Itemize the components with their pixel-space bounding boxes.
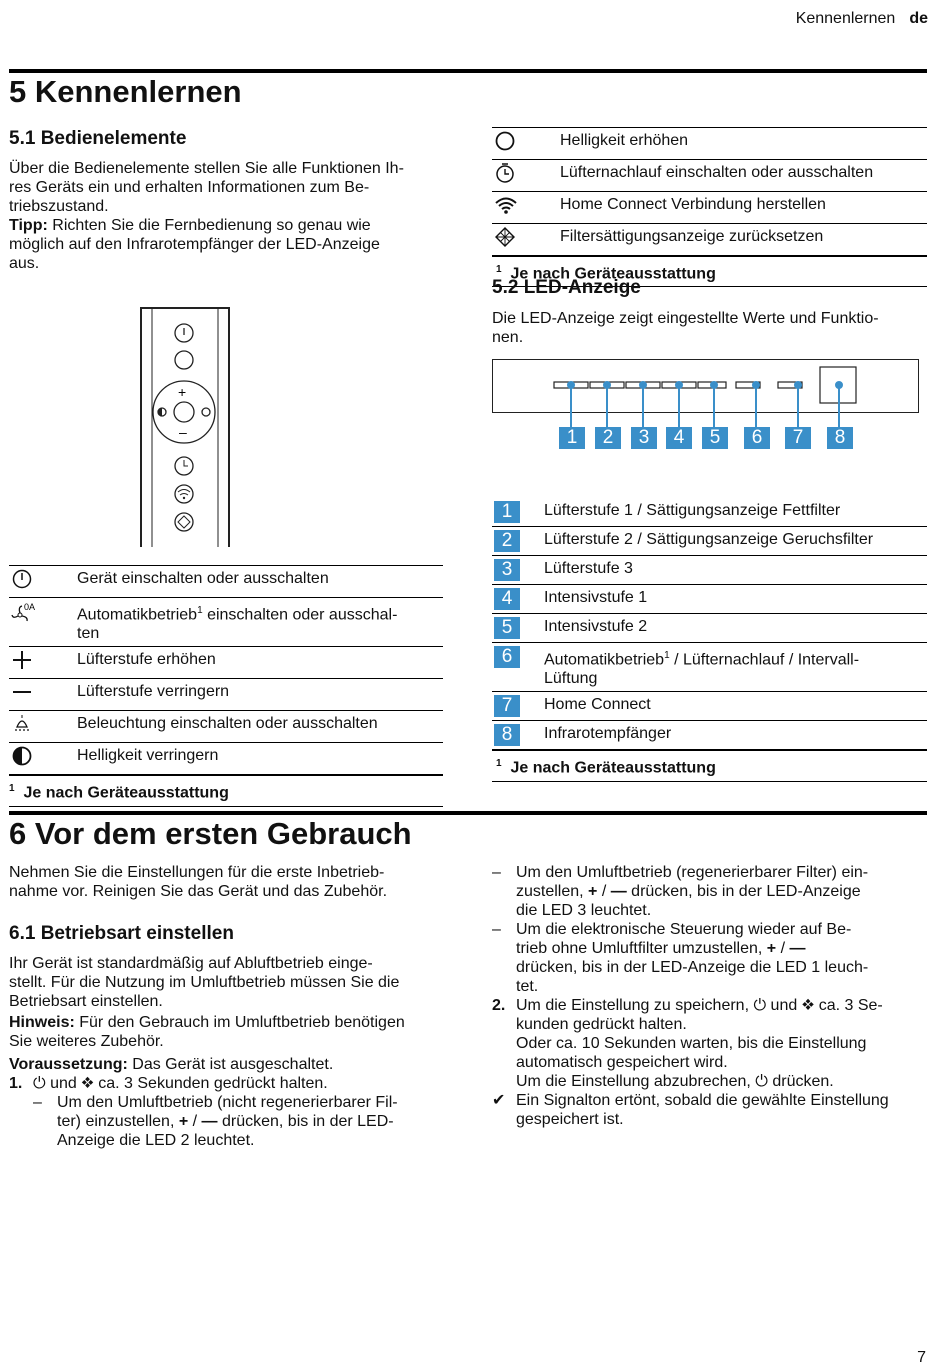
power-icon: ⏻ [753,997,767,1014]
section-6-intro: Nehmen Sie die Einstellungen für die erste Inbetrieb- nahme vor. Reinigen Sie das Gerät und das Zubehör. [9,864,388,900]
right-legend-table [492,127,927,287]
legend-row: 5 Intensivstufe 2 [492,614,927,643]
step-1-sub-3: – Um die elektronische Steuerung wieder auf Be- trieb ohne Umluftfilter umzustellen, + / — drücken, bis in der LED-Anzeige die LED 1 leuch- tet. [492,921,869,995]
section-5-title: 5 Kennenlernen [9,74,242,109]
hint-label: Hinweis: [9,1014,75,1031]
legend-row: 3 Lüfterstufe 3 [492,556,927,585]
led-number-badge: 8 [827,427,853,449]
minus-icon [11,682,33,702]
section-5-2-paragraph: Die LED-Anzeige zeigt eingestellte Werte und Funktio- nen. [492,310,879,346]
led-number-badge: 4 [666,427,692,449]
step-1: 1. ⏻ und ❖ ca. 3 Sekunden gedrückt halten. [9,1075,328,1092]
minus-icon: — [610,883,627,900]
running-header [796,10,928,28]
led-number-badge: 6 [744,427,770,449]
section-5-1-paragraph: Über die Bedienelemente stellen Sie alle Funktionen Ih- res Geräts ein und erhalten Informationen zum Be- triebszustand. Tipp: Richten Sie die Fernbedienung so genau wie möglich auf den Infrarotempfänger der LED-Anzeige aus. [9,160,404,272]
legend-footnote: $^1$ Je nach Geräteausstattung [9,775,443,806]
legend-row: Home Connect Verbindung herstellen [492,192,927,224]
remote-control-illustration [140,307,230,547]
filter-icon: ❖ [801,997,815,1014]
svg-text:0A: 0A [24,602,36,612]
legend-row: Helligkeit verringern [9,743,443,776]
legend-row: 4 Intensivstufe 1 [492,585,927,614]
legend-footnote: $^1$ Je nach Geräteausstattung [492,750,927,781]
led-number-badge: 2 [595,427,621,449]
plus-icon: + [766,940,777,957]
power-icon: ⏻ [755,1073,768,1090]
plus-icon [11,650,33,670]
remote-control-svg [142,309,228,547]
power-icon [11,569,33,589]
legend-row: 6 Automatikbetrieb$^1$ / Lüfternachlauf / Intervall- Lüftung [492,643,927,692]
legend-row: 2 Lüfterstufe 2 / Sättigungsanzeige Geruchsfilter [492,527,927,556]
filter-icon [494,227,516,247]
timer-icon [494,163,516,183]
section-6-right-column [492,863,928,1129]
legend-row: 8 Infrarotempfänger [492,721,927,751]
legend-row: Lüfterstufe erhöhen [9,647,443,679]
filter-icon: ❖ [81,1075,94,1092]
legend-row: Helligkeit erhöhen [492,128,927,160]
legend-row: Beleuchtung einschalten oder ausschalten [9,711,443,743]
step-1-sub-2: – Um den Umluftbetrieb (regenerierbarer Filter) ein- zustellen, + / — drücken, bis in der LED-Anzeige die LED 3 leuchtet. [492,864,869,919]
power-icon: ⏻ [33,1075,46,1092]
section-5-2-title: 5.2 LED-Anzeige [492,277,641,298]
controls-legend-table [9,565,443,807]
light-icon [11,714,33,734]
half-circle-icon [11,746,33,766]
led-legend-table [492,498,927,782]
legend-row: Gerät einschalten oder ausschalten [9,566,443,598]
led-number-badge: 7 [785,427,811,449]
led-number-badge: 1 [559,427,585,449]
page-number: 7 [917,1349,926,1366]
legend-row: Filtersättigungsanzeige zurücksetzen [492,224,927,257]
tip-label: Tipp: [9,217,48,234]
legend-footnote: $^1$ Je nach Geräteausstattung [492,256,927,287]
prerequisite-label: Voraussetzung: [9,1056,128,1073]
section-5-1-title: 5.1 Bedienelemente [9,128,187,149]
legend-row: 7 Home Connect [492,692,927,721]
plus-icon: + [178,1113,189,1130]
step-2: 2. Um die Einstellung zu speichern, ⏻ und ❖ ca. 3 Se- kunden gedrückt halten. Oder ca. 10 Sekunden warten, bis die Einstellung automatisch gespeichert wird. Um die Einstellung abzubrechen, ⏻ drücken. [492,997,883,1090]
section-6-1-title: 6.1 Betriebsart einstellen [9,923,234,944]
check-icon: ✔ [492,1092,506,1109]
svg-text:–: – [179,424,187,440]
section-6-1-paragraph: Ihr Gerät ist standardmäßig auf Abluftbetrieb einge- stellt. Für die Nutzung im Umluftbetrieb müssen Sie die Betriebsart einstellen. Hinweis: Für den Gebrauch im Umluftbetrieb benötigen Sie weiteres Zubehör. Voraussetzung: Das Gerät ist ausgeschaltet. 1. ⏻ und ❖ ca. 3 Sekunden gedrückt halten. – Um den Umluftbetrieb (nicht regenerierbarer Fil- ter) einzustellen, + / — drücken, bis in der LED- Anzeige die LED 2 leuchtet. [9,954,449,1150]
legend-row: 0A Automatikbetrieb$^1$ einschalten oder ausschal- ten [9,598,443,647]
result: ✔ Ein Signalton ertönt, sobald die gewählte Einstellung gespeichert ist. [492,1092,889,1128]
led-number-badge: 5 [702,427,728,449]
running-header-section: Kennenlernen [795,10,896,27]
plus-icon: + [588,883,598,900]
remote-auto-button [175,351,193,369]
wifi-icon [494,195,518,215]
led-number-badge: 3 [631,427,657,449]
legend-row: Lüfterstufe verringern [9,679,443,711]
minus-icon: — [789,940,806,957]
legend-row: 1 Lüfterstufe 1 / Sättigungsanzeige Fettfilter [492,498,927,527]
legend-row: Lüfternachlauf einschalten oder ausschalten [492,160,927,192]
section-rule [9,69,927,73]
automatic-fan-icon [11,601,37,623]
section-6-title: 6 Vor dem ersten Gebrauch [9,816,412,851]
step-1-sub-1: – Um den Umluftbetrieb (nicht regenerierbarer Fil- ter) einzustellen, + / — drücken, bis in der LED- Anzeige die LED 2 leuchtet. [33,1094,398,1149]
running-header-lang: de [909,10,928,27]
svg-text:+: + [178,384,187,400]
circle-icon [494,131,516,151]
minus-icon: — [201,1113,218,1130]
section-rule [9,811,927,815]
